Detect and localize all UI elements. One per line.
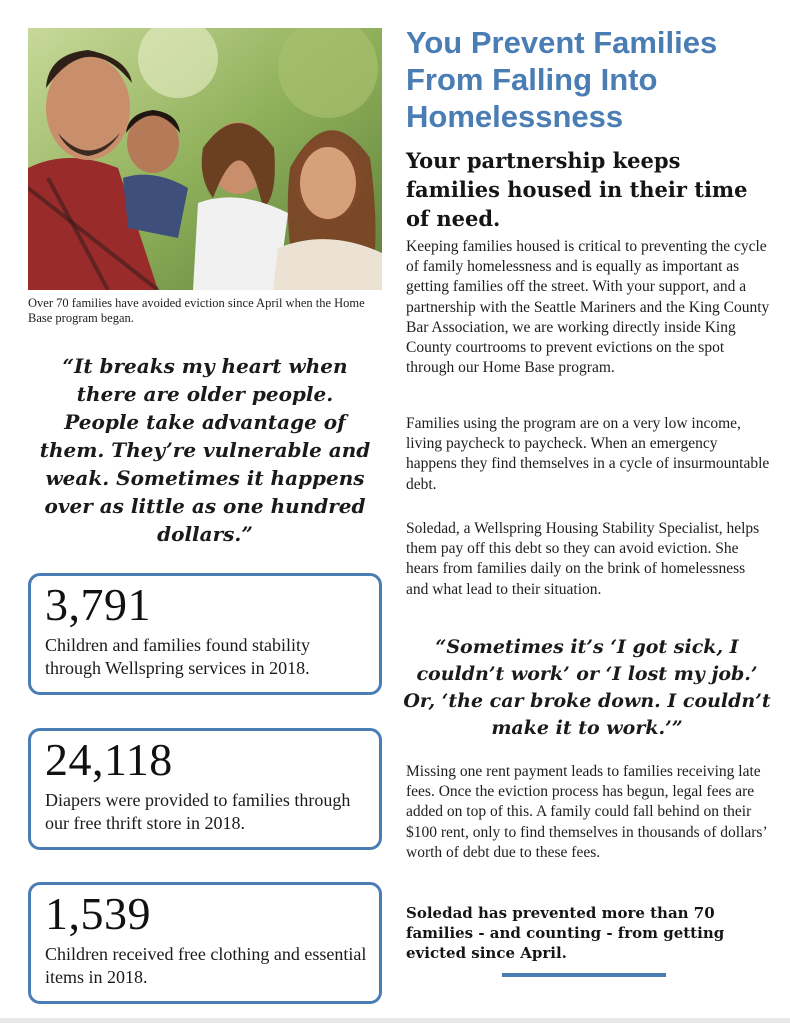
stat-description: Children received free clothing and essential items in 2018. [45,944,367,987]
pull-quote-left: “It breaks my heart when there are older people. People take advantage of them. They’re vulnerable and weak. Sometimes it happens over as little as one hundred dollars.” [39,354,371,546]
stat-number: 1,539 [45,888,151,939]
page-subhead: Your partnership keeps families housed in their time of need. [406,148,748,231]
body-paragraph: Keeping families housed is critical to preventing the cycle of family homelessness and is equally as important as getting families off the street. With your support, and a partnership with the Seattle Mariners and the King County Bar Association, we are working directly inside King County courtrooms to prevent evictions on the spot through our Home Base program. [406,238,770,377]
stat-description: Diapers were provided to families through our free thrift store in 2018. [45,790,351,833]
family-photo [28,28,382,290]
page-headline: You Prevent Families From Falling Into Homelessness [406,25,718,134]
stat-description: Children and families found stability through Wellspring services in 2018. [45,635,310,678]
closing-statement: Soledad has prevented more than 70 families - and counting - from getting evicted since April. [406,904,725,962]
photo-caption: Over 70 families have avoided eviction since April when the Home Base program began. [28,296,365,325]
stat-box [28,573,382,695]
body-paragraph: Soledad, a Wellspring Housing Stability Specialist, helps them pay off this debt so they can avoid eviction. She hears from families daily on the brink of homelessness and what lead to their situation. [406,520,760,598]
stat-box [28,882,382,1004]
accent-rule [502,973,666,977]
pull-quote-right: “Sometimes it’s ‘I got sick, I couldn’t work’ or ‘I lost my job.’ Or, ‘the car broke down. I couldn’t make it to work.’” [403,636,771,739]
stat-box [28,728,382,850]
stat-number: 3,791 [45,579,151,630]
stat-number: 24,118 [45,734,173,785]
page-bottom-edge [0,1018,790,1023]
body-paragraph: Families using the program are on a very low income, living paycheck to paycheck. When an emergency happens they find themselves in a cycle of insurmountable debt. [406,415,770,493]
body-paragraph: Missing one rent payment leads to families receiving late fees. Once the eviction process has begun, legal fees are added on top of this. A family could fall behind on their $100 rent, only to find themselves in thousands of dollars’ worth of debt due to these fees. [406,763,767,861]
